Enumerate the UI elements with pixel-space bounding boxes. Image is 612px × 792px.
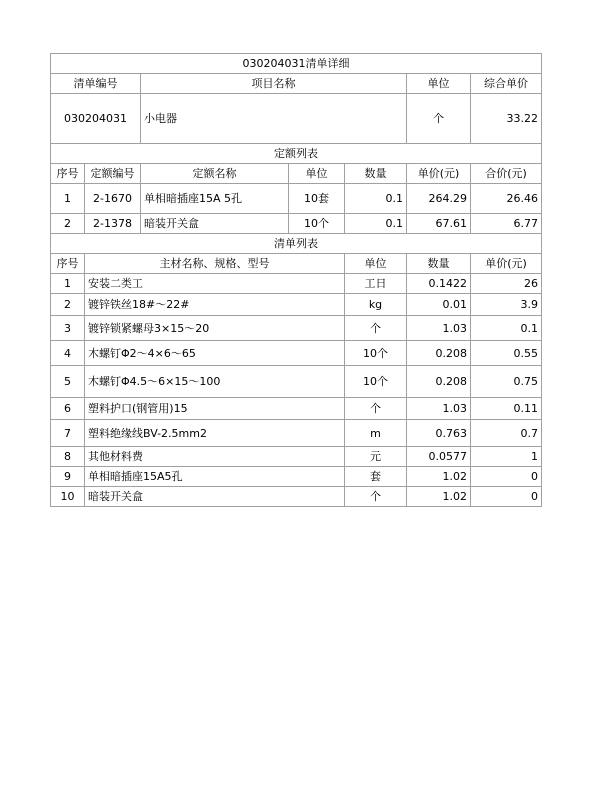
material-cell: 10个 xyxy=(345,366,407,398)
material-row xyxy=(51,467,542,487)
sheet-title: 030204031清单详细 xyxy=(51,54,542,74)
material-cell: 0.208 xyxy=(407,366,471,398)
quota-rows xyxy=(51,184,542,234)
material-row xyxy=(51,366,542,398)
bill-name-header: 项目名称 xyxy=(141,74,407,94)
material-cell: 暗装开关盒 xyxy=(85,487,345,507)
bill-code-header: 清单编号 xyxy=(51,74,141,94)
material-cell: 0.01 xyxy=(407,294,471,316)
bill-header-row xyxy=(51,74,542,94)
material-row xyxy=(51,420,542,447)
material-cell: 0.0577 xyxy=(407,447,471,467)
quota-header-cell: 合价(元) xyxy=(471,164,542,184)
quota-cell: 2-1378 xyxy=(85,214,141,234)
quota-cell: 单相暗插座15A 5孔 xyxy=(141,184,289,214)
material-cell: 0.55 xyxy=(471,341,542,366)
quota-cell: 2 xyxy=(51,214,85,234)
quota-cell: 暗装开关盒 xyxy=(141,214,289,234)
bill-code: 030204031 xyxy=(51,94,141,144)
quota-cell: 10个 xyxy=(289,214,345,234)
material-cell: 1 xyxy=(471,447,542,467)
material-header-row xyxy=(51,254,542,274)
material-cell: 个 xyxy=(345,316,407,341)
material-cell: 0.763 xyxy=(407,420,471,447)
material-cell: 1.03 xyxy=(407,316,471,341)
material-cell: 9 xyxy=(51,467,85,487)
quota-cell: 264.29 xyxy=(407,184,471,214)
quota-cell: 67.61 xyxy=(407,214,471,234)
material-cell: 5 xyxy=(51,366,85,398)
detail-sheet xyxy=(50,53,541,507)
material-row xyxy=(51,274,542,294)
material-cell: 26 xyxy=(471,274,542,294)
detail-table xyxy=(50,53,542,507)
bill-unit: 个 xyxy=(407,94,471,144)
material-cell: 6 xyxy=(51,398,85,420)
bill-name: 小电器 xyxy=(141,94,407,144)
material-cell: 个 xyxy=(345,487,407,507)
material-cell: 0.75 xyxy=(471,366,542,398)
quota-header-cell: 数量 xyxy=(345,164,407,184)
quota-header-cell: 定额编号 xyxy=(85,164,141,184)
material-cell: 工日 xyxy=(345,274,407,294)
material-cell: 0 xyxy=(471,487,542,507)
material-cell: 0.7 xyxy=(471,420,542,447)
bill-unit-header: 单位 xyxy=(407,74,471,94)
material-cell: 0.11 xyxy=(471,398,542,420)
quota-header-row xyxy=(51,164,542,184)
material-cell: 安装二类工 xyxy=(85,274,345,294)
material-cell: 塑料绝缘线BV-2.5mm2 xyxy=(85,420,345,447)
quota-header-cell: 单位 xyxy=(289,164,345,184)
material-cell: 1.03 xyxy=(407,398,471,420)
material-row xyxy=(51,341,542,366)
material-rows xyxy=(51,274,542,507)
material-header-cell: 单价(元) xyxy=(471,254,542,274)
quota-row xyxy=(51,184,542,214)
bill-price-header: 综合单价 xyxy=(471,74,542,94)
material-row xyxy=(51,294,542,316)
quota-cell: 1 xyxy=(51,184,85,214)
material-cell: 10个 xyxy=(345,341,407,366)
material-header-cell: 序号 xyxy=(51,254,85,274)
material-cell: 1.02 xyxy=(407,467,471,487)
material-row xyxy=(51,316,542,341)
quota-header-cell: 定额名称 xyxy=(141,164,289,184)
material-cell: 木螺钉Φ2～4×6～65 xyxy=(85,341,345,366)
material-cell: 0.1422 xyxy=(407,274,471,294)
material-cell: 0.208 xyxy=(407,341,471,366)
quota-cell: 6.77 xyxy=(471,214,542,234)
material-cell: 套 xyxy=(345,467,407,487)
material-cell: 0 xyxy=(471,467,542,487)
material-cell: m xyxy=(345,420,407,447)
material-cell: 0.1 xyxy=(471,316,542,341)
material-cell: 2 xyxy=(51,294,85,316)
material-cell: 单相暗插座15A5孔 xyxy=(85,467,345,487)
material-cell: 木螺钉Φ4.5～6×15～100 xyxy=(85,366,345,398)
material-cell: 10 xyxy=(51,487,85,507)
material-cell: 1 xyxy=(51,274,85,294)
material-cell: 3.9 xyxy=(471,294,542,316)
quota-cell: 10套 xyxy=(289,184,345,214)
quota-cell: 26.46 xyxy=(471,184,542,214)
material-cell: 塑料护口(钢管用)15 xyxy=(85,398,345,420)
material-cell: 镀锌锁紧螺母3×15～20 xyxy=(85,316,345,341)
material-cell: 其他材料费 xyxy=(85,447,345,467)
bill-row xyxy=(51,94,542,144)
material-row xyxy=(51,487,542,507)
material-section-title: 清单列表 xyxy=(51,234,542,254)
material-cell: 7 xyxy=(51,420,85,447)
quota-row xyxy=(51,214,542,234)
material-header-cell: 数量 xyxy=(407,254,471,274)
material-cell: kg xyxy=(345,294,407,316)
material-header-cell: 单位 xyxy=(345,254,407,274)
material-cell: 4 xyxy=(51,341,85,366)
quota-section-title: 定额列表 xyxy=(51,144,542,164)
bill-price: 33.22 xyxy=(471,94,542,144)
material-cell: 8 xyxy=(51,447,85,467)
material-cell: 1.02 xyxy=(407,487,471,507)
quota-header-cell: 单价(元) xyxy=(407,164,471,184)
material-cell: 元 xyxy=(345,447,407,467)
quota-cell: 2-1670 xyxy=(85,184,141,214)
material-cell: 个 xyxy=(345,398,407,420)
material-header-cell: 主材名称、规格、型号 xyxy=(85,254,345,274)
quota-header-cell: 序号 xyxy=(51,164,85,184)
material-cell: 3 xyxy=(51,316,85,341)
quota-cell: 0.1 xyxy=(345,214,407,234)
quota-cell: 0.1 xyxy=(345,184,407,214)
material-row xyxy=(51,447,542,467)
material-cell: 镀锌铁丝18#～22# xyxy=(85,294,345,316)
material-row xyxy=(51,398,542,420)
